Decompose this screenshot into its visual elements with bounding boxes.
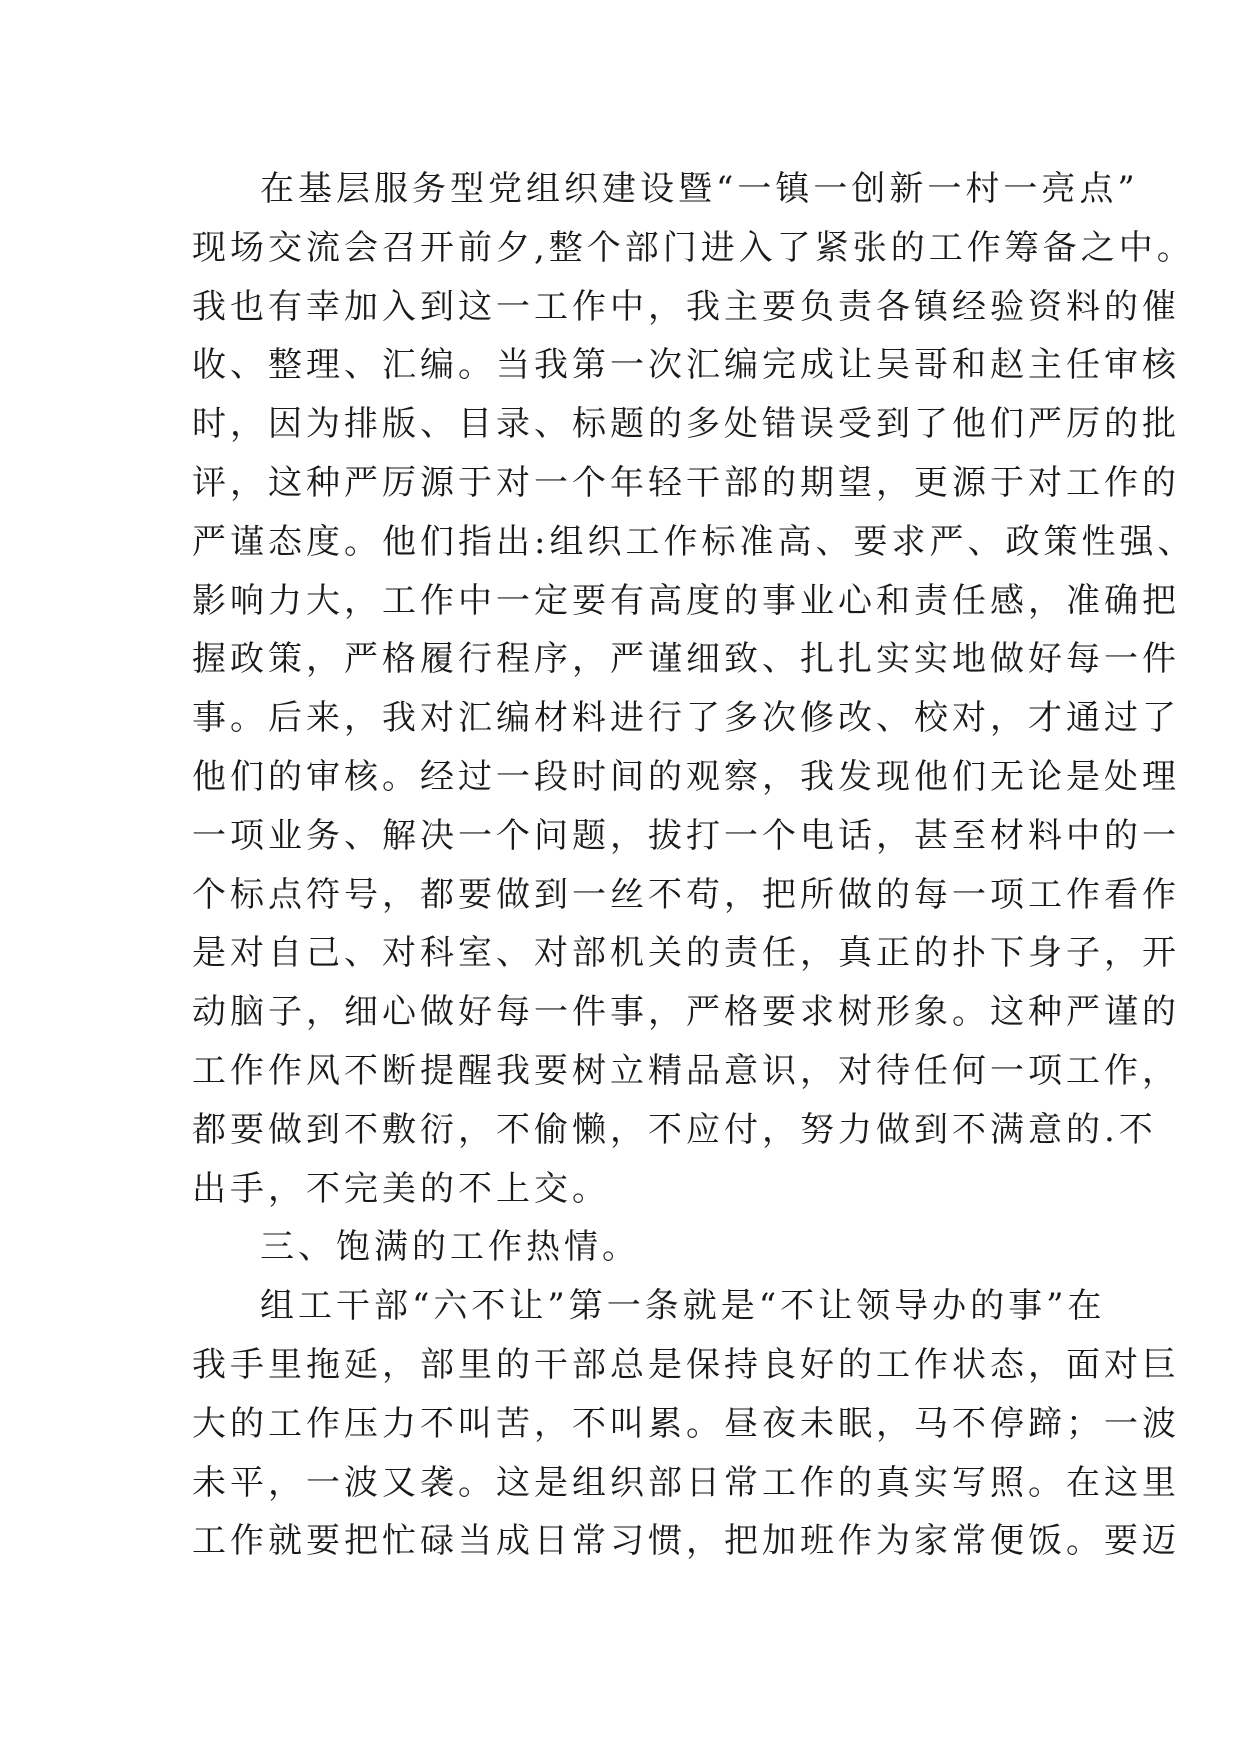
paragraph-line: 收、整理、汇编。当我第一次汇编完成让吴哥和赵主任审核 [192,345,1180,386]
paragraph-line: 我也有幸加入到这一工作中，我主要负责各镇经验资料的催 [192,286,1180,327]
paragraph-line: 严谨态度。他们指出:组织工作标准高、要求严、政策性强、 [192,521,1196,562]
body-text [192,160,1196,1571]
paragraph-line: 出手，不完美的不上交。 [192,1168,610,1209]
paragraph-line: 在基层服务型党组织建设暨“一镇一创新一村一亮点” [260,169,1139,209]
paragraph-line: 都要做到不敷衍，不偷懒，不应付，努力做到不满意的.不 [192,1109,1157,1150]
paragraph-line: 动脑子，细心做好每一件事，严格要求树形象。这种严谨的 [192,992,1180,1033]
paragraph-line: 事。后来，我对汇编材料进行了多次修改、校对，才通过了 [192,698,1180,739]
paragraph-line: 组工干部“六不让”第一条就是“不让领导办的事”在 [260,1286,1106,1327]
paragraph-line: 现场交流会召开前夕,整个部门进入了紧张的工作筹备之中。 [192,227,1195,268]
paragraph-line: 时，因为排版、目录、标题的多处错误受到了他们严厉的批 [192,404,1180,445]
paragraph-line: 影响力大，工作中一定要有高度的事业心和责任感，准确把 [192,580,1180,621]
paragraph-line: 工作作风不断提醒我要树立精品意识，对待任何一项工作， [192,1050,1180,1091]
paragraph-line: 大的工作压力不叫苦，不叫累。昼夜未眠，马不停蹄；一波 [192,1403,1180,1444]
paragraph-line: 是对自己、对科室、对部机关的责任，真正的扑下身子，开 [192,933,1180,974]
paragraph-line: 个标点符号，都要做到一丝不苟，把所做的每一项工作看作 [192,874,1180,915]
paragraph-line: 我手里拖延，部里的干部总是保持良好的工作状态，面对巨 [192,1344,1180,1385]
paragraph-line: 工作就要把忙碌当成日常习惯，把加班作为家常便饭。要迈 [192,1521,1180,1562]
paragraph-line: 一项业务、解决一个问题，拔打一个电话，甚至材料中的一 [192,815,1180,856]
paragraph-line: 握政策，严格履行程序，严谨细致、扎扎实实地做好每一件 [192,639,1180,680]
section-heading: 三、饱满的工作热情。 [260,1227,640,1268]
paragraph-line: 未平，一波又袭。这是组织部日常工作的真实写照。在这里 [192,1462,1180,1503]
paragraph-line: 评，这种严厉源于对一个年轻干部的期望，更源于对工作的 [192,462,1180,503]
paragraph-line: 他们的审核。经过一段时间的观察，我发现他们无论是处理 [192,756,1180,797]
